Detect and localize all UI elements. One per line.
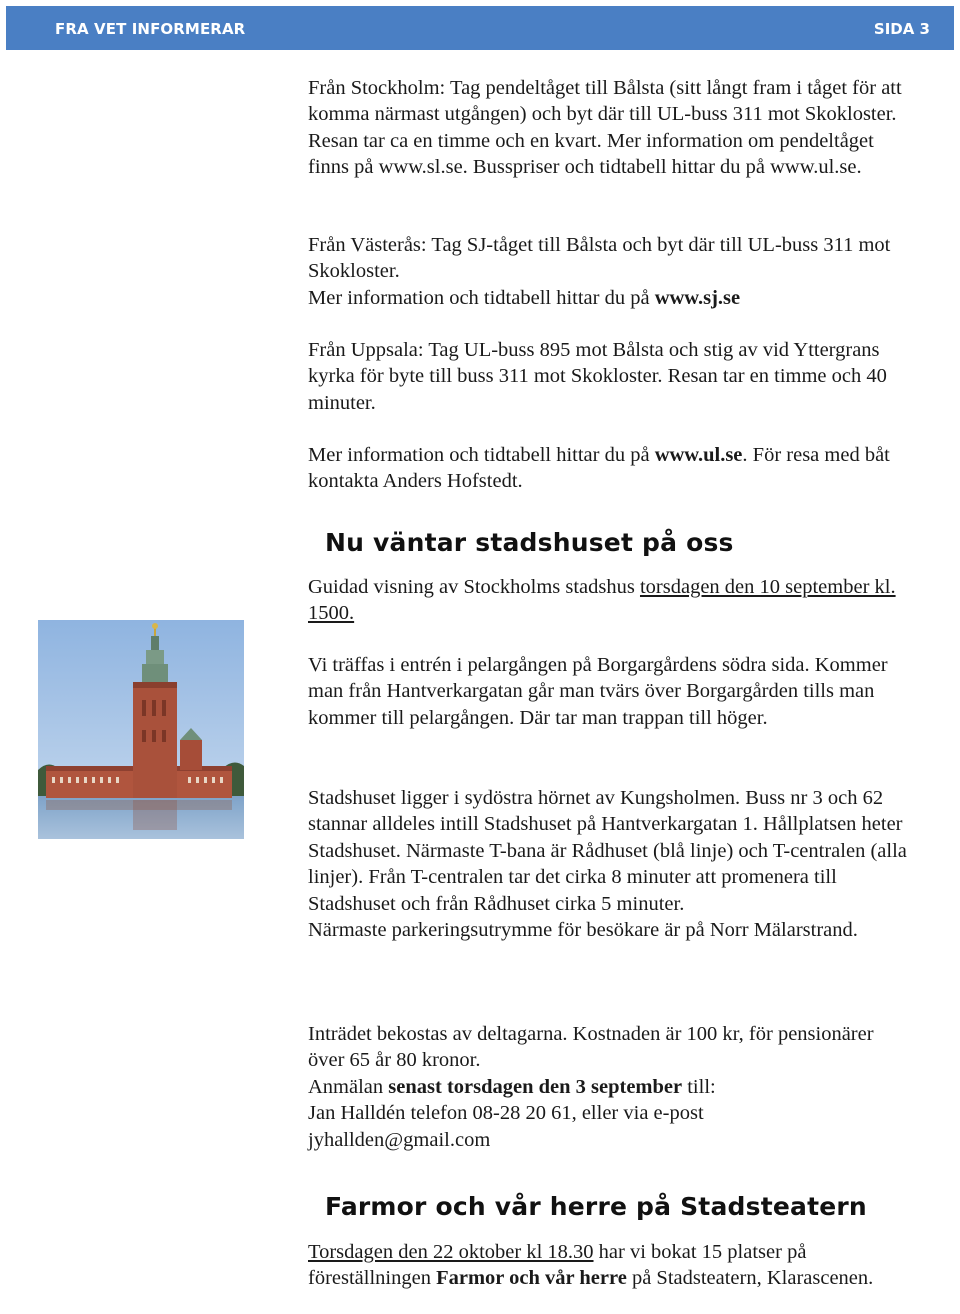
page-number: SIDA 3 <box>873 20 930 38</box>
stadshus-location-block <box>308 785 908 943</box>
theatre-date: Torsdagen den 22 oktober kl 18.30 <box>308 1241 594 1263</box>
stadshus-parking: Närmaste parkeringsutrymme för besökare är på Norr Mälarstrand. <box>308 919 858 942</box>
travel-uppsala: Från Uppsala: Tag UL-buss 895 mot Bålsta och stig av vid Yttergrans kyrka för byte till buss 311 mot Skokloster. Resan tar en timme och 40 minuter. <box>308 339 887 414</box>
theatre-block <box>308 1239 908 1292</box>
travel-uppsala-more: Mer information och tidtabell hittar du på www.ul.se. För resa med båt kontakta Anders Hofstedt. <box>308 444 890 493</box>
stadshus-signup: Anmälan senast torsdagen den 3 september till: <box>308 1075 716 1098</box>
theatre-title: Farmor och vår herre <box>436 1267 627 1290</box>
stadshus-meet: Vi träffas i entrén i pelargången på Borgargårdens södra sida. Kommer man från Hantverkargatan går man tvärs över Borgargården tills man kommer till pelargången. Där tar man trappan till höger. <box>308 654 888 729</box>
theatre-text: Torsdagen den 22 oktober kl 18.30 har vi bokat 15 platser på föreställningen Farmor och vår herre på Stadsteatern, Klarascenen. <box>308 1241 874 1290</box>
travel-vasteras: Från Västerås: Tag SJ-tåget till Bålsta och byt där till UL-buss 311 mot Skokloster. <box>308 234 891 283</box>
theatre-heading: Farmor och vår herre på Stadsteatern <box>325 1192 867 1221</box>
stadshus-location: Stadshuset ligger i sydöstra hörnet av Kungsholmen. Buss nr 3 och 62 stannar alldeles intill Stadshuset på Hantverkargatan 1. Hållplatsen heter Stadshuset. Närmaste T-bana är Rådhuset (blå linje) och T-centralen (alla linjer). Från T-centralen tar det cirka 8 minuter att promenera till Stadshuset och från Rådhuset cirka 5 minuter. <box>308 787 907 915</box>
ul-link[interactable]: www.ul.se <box>654 444 743 466</box>
travel-info <box>308 75 908 181</box>
stadshus-cost-block <box>308 1021 908 1153</box>
stadshus-intro: Guidad visning av Stockholms stadshus torsdagen den 10 september kl. 1500. <box>308 576 896 625</box>
travel-stockholm: Från Stockholm: Tag pendeltåget till Bålsta (sitt långt fram i tåget för att komma närmast utgången) och byt där till UL-buss 311 mot Skokloster. Resan tar ca en timme och en kvart. Mer information om pendeltåget finns på www.sl.se. Busspriser och tidtabell hittar du på www.ul.se. <box>308 77 902 179</box>
sj-link[interactable]: www.sj.se <box>654 286 741 309</box>
city-hall-photo <box>38 620 244 839</box>
travel-uppsala-block <box>308 337 908 416</box>
stadshus-contact: Jan Halldén telefon 08-28 20 61, eller via e-post <box>308 1102 704 1125</box>
stadshus-email[interactable]: jyhallden@gmail.com <box>308 1128 491 1151</box>
stadshus-date: torsdagen den 10 september kl. 1500. <box>308 576 896 625</box>
stadshus-cost: Inträdet bekostas av deltagarna. Kostnaden är 100 kr, för pensionärer över 65 år 80 kronor. <box>308 1023 874 1072</box>
stadshus-meet-block <box>308 652 908 731</box>
stadshus-heading: Nu väntar stadshuset på oss <box>325 528 734 557</box>
page-header <box>6 6 954 50</box>
travel-vasteras-block <box>308 232 908 311</box>
stadshus-intro-block <box>308 574 908 627</box>
travel-vasteras-more: Mer information och tidtabell hittar du på www.sj.se <box>308 286 741 309</box>
section-title: FRA VET INFORMERAR <box>55 20 246 38</box>
travel-uppsala-more-block <box>308 442 908 495</box>
